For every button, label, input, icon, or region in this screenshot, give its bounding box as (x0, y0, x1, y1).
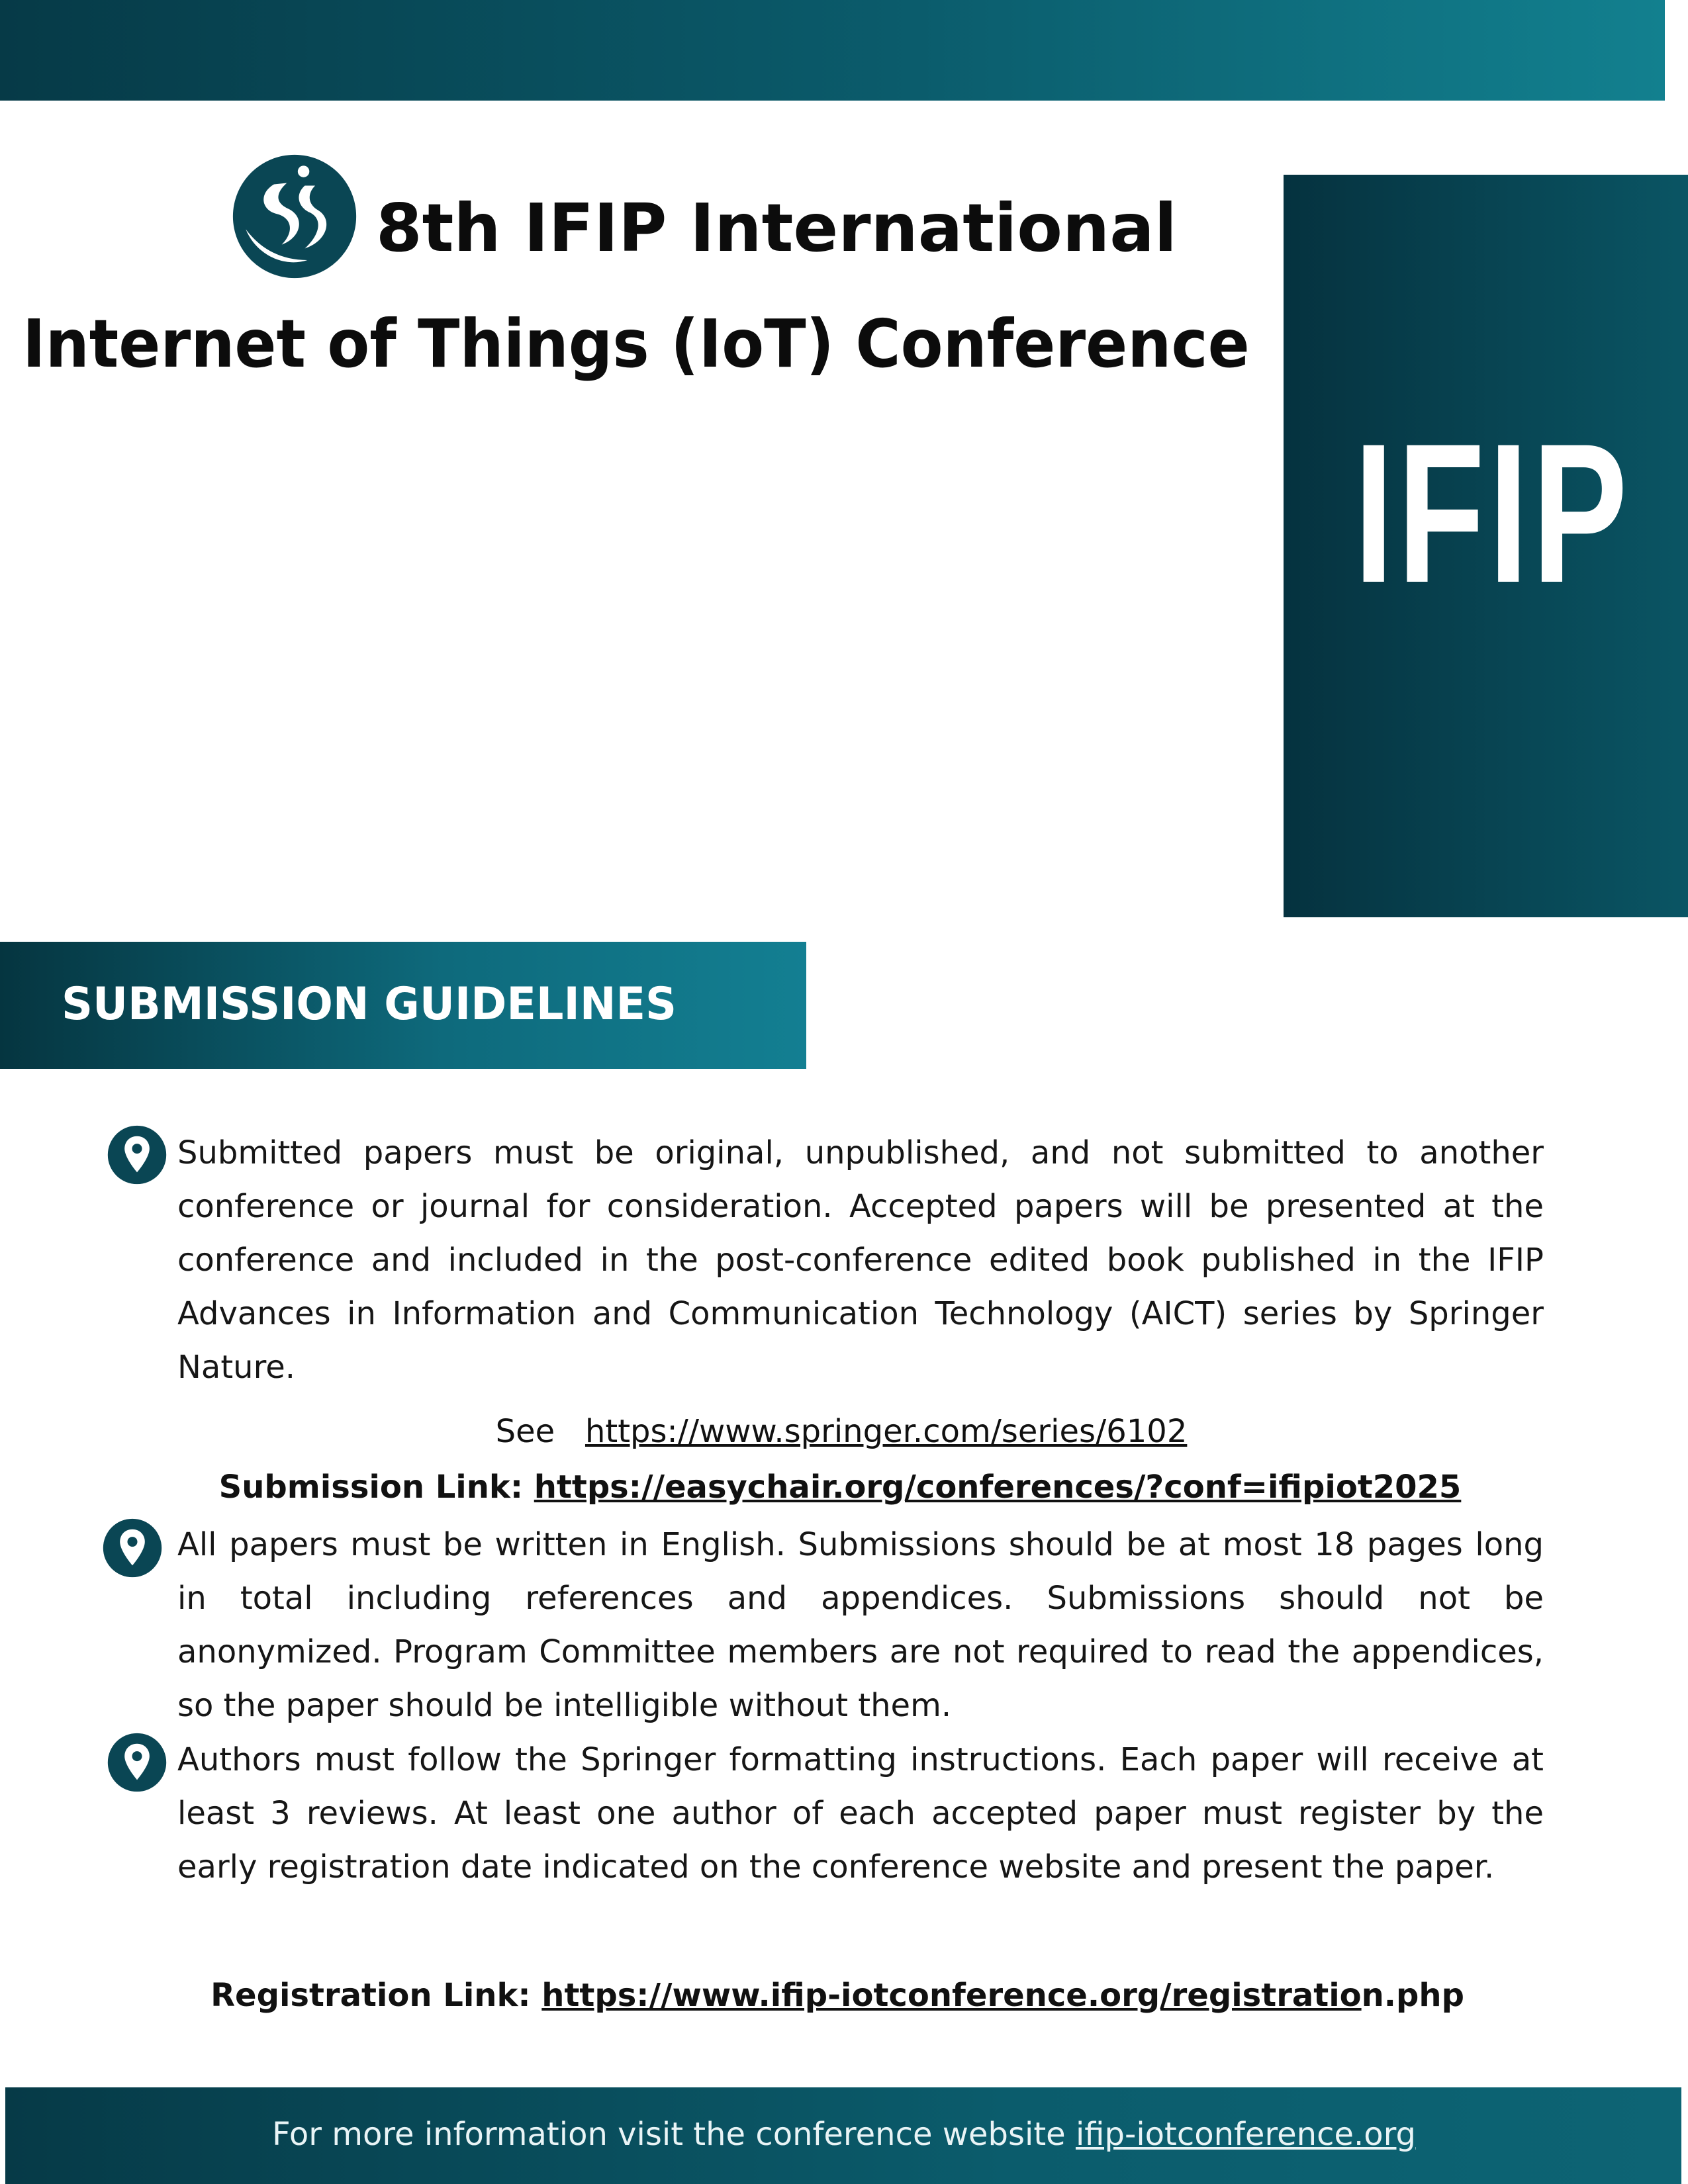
registration-link-line (0, 1972, 1681, 2019)
conference-title-line1: 8th IFIP International (376, 189, 1177, 267)
registration-link-rest: n.php (1361, 1977, 1464, 2014)
springer-series-line (0, 1408, 1685, 1455)
guideline-text-1: Submitted papers must be original, unpublished, and not submitted to another conference or journal for consideration. Accepted papers will be presented at the conference and included in the post-conference edited book published in the IFIP Advances in Information and Communication Technology (AICT) series by Springer Nature. (177, 1134, 1544, 1386)
submission-link-label: Submission Link: (218, 1469, 524, 1506)
footer-info-text: For more information visit the conference website (271, 2116, 1066, 2153)
registration-link-label: Registration Link: (211, 1977, 531, 2014)
submission-link[interactable]: https://easychair.org/conferences/?conf=ifipiot2025 (534, 1469, 1462, 1506)
ifip-logo-icon (230, 152, 359, 281)
registration-link[interactable] (541, 1977, 1464, 2014)
section-title: SUBMISSION GUIDELINES (62, 978, 677, 1030)
footer-website-link[interactable]: ifip-iotconference.org (1075, 2116, 1416, 2153)
conference-title-line2: Internet of Things (IoT) Conference (23, 305, 1250, 383)
springer-series-link[interactable]: https://www.springer.com/series/6102 (585, 1413, 1188, 1450)
location-pin-icon (106, 1731, 168, 1794)
registration-link-underlined: https://www.ifip-iotconference.org/registratio (541, 1977, 1362, 2014)
guideline-text-3: Authors must follow the Springer formatting instructions. Each paper will receive at least 3 reviews. At least one author of each accepted paper must register by the early registration date indicated on the conference website and present the paper. (177, 1741, 1544, 1886)
location-pin-icon (106, 1124, 168, 1186)
location-pin-icon (101, 1517, 164, 1579)
submission-link-line (0, 1464, 1684, 1510)
footer-info (0, 2111, 1688, 2158)
top-header-band (0, 0, 1665, 101)
guideline-text-2: All papers must be written in English. Submissions should be at most 18 pages long in total including references and appendices. Submissions should not be anonymized. Program Committee members are not required to read the appendices, so the paper should be intelligible without them. (177, 1526, 1544, 1724)
springer-see-label: See (495, 1413, 555, 1450)
ifip-wordmark: IFIP (1354, 402, 1632, 624)
